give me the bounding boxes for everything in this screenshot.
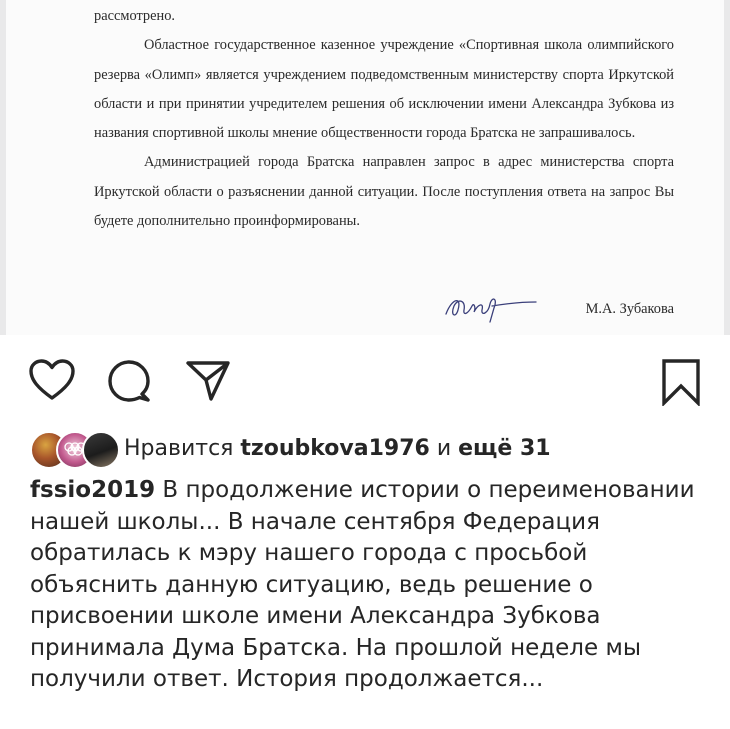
caption-text: В продолжение истории о переименовании нашей школы... В начале сентября Федерация обратилась к мэру нашего города с просьбой объяснить данную ситуацию, ведь решение о присвоении школе имени Александра Зубкова принимала Дума Братска. На прошлой неделе мы получили ответ. История продолжается...	[30, 477, 695, 692]
caption-username-link[interactable]: fssio2019	[30, 477, 156, 503]
document-paragraph: Областное государственное казенное учреждение «Спортивная школа олимпийского резерва «Олимп» является учреждением подведомственным министерству спорта Иркутской области и при принятии учредителем решения об исключении имени Александра Зубкова из названия спортивной школы мнение общественности города Братска не запрашивалось.	[94, 37, 674, 142]
signature-icon	[432, 292, 542, 324]
likes-connector: и	[436, 435, 452, 461]
signatory-name: М.А. Зубакова	[585, 301, 674, 317]
liker-username-link[interactable]: tzoubkova1976	[240, 435, 430, 461]
avatar[interactable]	[82, 431, 120, 469]
paper-plane-icon[interactable]	[185, 358, 231, 404]
likes-row[interactable]	[30, 428, 551, 468]
post-caption	[30, 475, 720, 696]
document-body	[94, 2, 674, 236]
signature-block	[426, 292, 686, 328]
likes-others-link[interactable]: ещё 31	[458, 435, 551, 461]
document-page	[6, 0, 724, 335]
document-line: рассмотрено.	[94, 8, 176, 24]
likes-prefix: Нравится	[124, 435, 234, 461]
liker-avatars[interactable]	[30, 429, 118, 467]
post-action-bar	[0, 335, 730, 425]
comment-icon[interactable]	[106, 358, 152, 404]
heart-icon[interactable]	[28, 358, 76, 402]
bookmark-icon[interactable]	[660, 358, 702, 406]
document-paragraph: Администрацией города Братска направлен запрос в адрес министерства спорта Иркутской области о разъяснении данной ситуации. После поступления ответа на запрос Вы будете дополнительно проинформированы.	[94, 154, 674, 230]
post-image[interactable]	[0, 0, 730, 335]
likes-summary[interactable]	[124, 436, 551, 461]
